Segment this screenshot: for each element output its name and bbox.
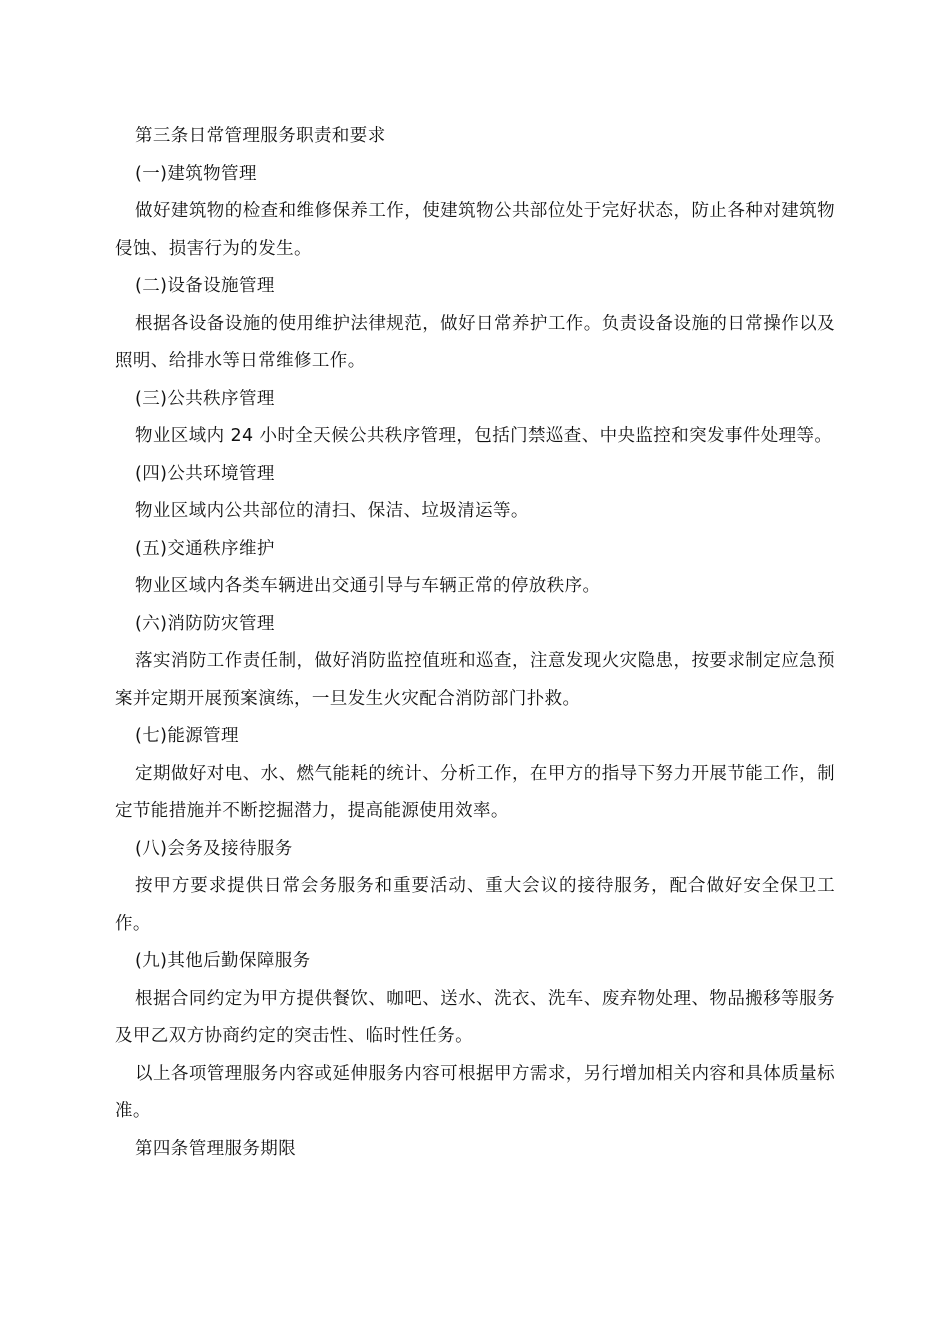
section-heading: (五)交通秩序维护 [135, 538, 275, 559]
body-paragraph: 根据各设备设施的使用维护法律规范，做好日常养护工作。负责设备设施的日常操作以及照明、给排水等日常维修工作。 [115, 313, 835, 371]
body-paragraph: 按甲方要求提供日常会务服务和重要活动、重大会议的接待服务，配合做好安全保卫工作。 [115, 876, 835, 934]
section-heading: (七)能源管理 [135, 726, 239, 746]
section-heading: (九)其他后勤保障服务 [135, 951, 311, 971]
section-heading: (四)公共环境管理 [135, 463, 275, 484]
article-heading: 第四条管理服务期限 [135, 1138, 297, 1159]
section-heading: (八)会务及接待服务 [135, 838, 293, 859]
body-paragraph: 物业区域内 24 小时全天候公共秩序管理，包括门禁巡查、中央监控和突发事件处理等。 [135, 426, 833, 446]
body-paragraph: 做好建筑物的检查和维修保养工作，使建筑物公共部位处于完好状态，防止各种对建筑物侵蚀、损害行为的发生。 [115, 201, 835, 259]
document-body [115, 118, 835, 1168]
section-heading: (三)公共秩序管理 [135, 388, 275, 409]
body-paragraph: 物业区域内公共部位的清扫、保洁、垃圾清运等。 [135, 501, 529, 521]
article-heading: 第三条日常管理服务职责和要求 [135, 126, 386, 146]
body-paragraph: 落实消防工作责任制，做好消防监控值班和巡查，注意发现火灾隐患，按要求制定应急预案并定期开展预案演练，一旦发生火灾配合消防部门扑救。 [115, 651, 835, 709]
body-paragraph: 定期做好对电、水、燃气能耗的统计、分析工作，在甲方的指导下努力开展节能工作，制定节能措施并不断挖掘潜力，提高能源使用效率。 [115, 763, 835, 821]
body-paragraph: 以上各项管理服务内容或延伸服务内容可根据甲方需求，另行增加相关内容和具体质量标准。 [115, 1063, 835, 1121]
section-heading: (六)消防防灾管理 [135, 613, 275, 634]
section-heading: (二)设备设施管理 [135, 276, 275, 296]
section-heading: (一)建筑物管理 [135, 163, 257, 184]
body-paragraph: 物业区域内各类车辆进出交通引导与车辆正常的停放秩序。 [135, 576, 601, 596]
body-paragraph: 根据合同约定为甲方提供餐饮、咖吧、送水、洗衣、洗车、废弃物处理、物品搬移等服务及甲乙双方协商约定的突击性、临时性任务。 [115, 988, 835, 1046]
